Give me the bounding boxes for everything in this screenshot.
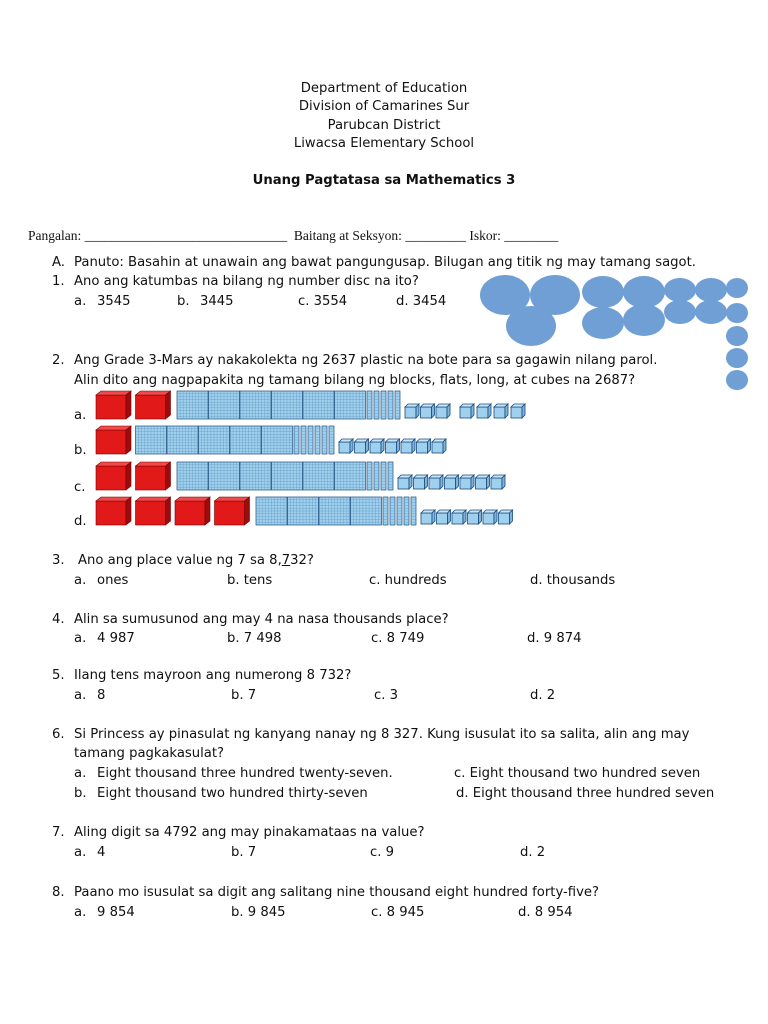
ones-cube — [445, 475, 459, 489]
q3-choice-a-letter[interactable]: a. — [74, 573, 87, 588]
tens-long — [404, 497, 409, 525]
ones-cube — [452, 510, 466, 524]
q2-text-line-1: Ang Grade 3-Mars ay nakakolekta ng 2637 plastic na bote para sa gagawin nilang parol. — [74, 353, 658, 368]
tens-disc — [695, 278, 727, 302]
ones-cube — [460, 404, 474, 418]
hundreds-flat — [351, 497, 382, 525]
thousands-block — [96, 391, 131, 419]
ones-cube — [421, 510, 435, 524]
thousands-disc — [506, 306, 556, 346]
grade-section-field[interactable]: _________ — [405, 228, 466, 243]
q1-number: 1. — [52, 274, 65, 289]
name-label: Pangalan: — [28, 228, 82, 243]
thousands-block — [175, 497, 210, 525]
q1-choice-a-letter[interactable]: a. — [74, 294, 87, 309]
ones-cube — [398, 475, 412, 489]
ones-disc — [726, 326, 748, 346]
q4-text: Alin sa sumusunod ang may 4 na nasa thousands place? — [74, 612, 449, 627]
ones-disc-group — [726, 278, 748, 390]
tens-long — [329, 426, 334, 454]
hundreds-flat — [335, 391, 366, 419]
tens-disc — [664, 300, 696, 324]
header-line-3: Parubcan District — [327, 118, 441, 133]
q2-text-line-2: Alin dito ang nagpapakita ng tamang bilang ng blocks, flats, long, at cubes na 2687? — [74, 373, 636, 388]
q5-choice-a[interactable]: 8 — [97, 688, 106, 703]
q6-text-line-2: tamang pagkakasulat? — [74, 746, 225, 761]
q8-choice-c[interactable]: c. 8 945 — [371, 905, 425, 920]
hundreds-flat — [335, 462, 366, 490]
q4-choice-d[interactable]: d. 9 874 — [527, 631, 582, 646]
tens-long — [381, 462, 386, 490]
section-marker: A. — [52, 255, 65, 270]
q6-choice-b[interactable]: Eight thousand two hundred thirty-seven — [97, 786, 368, 801]
q5-choice-c[interactable]: c. 3 — [374, 688, 399, 703]
q6-choice-a[interactable]: Eight thousand three hundred twenty-seven. — [97, 766, 393, 781]
q1-choice-c[interactable]: c. 3554 — [298, 294, 348, 309]
tens-disc — [664, 278, 696, 302]
tens-long — [388, 462, 393, 490]
name-field[interactable]: ______________________________ — [84, 228, 288, 243]
hundreds-flat — [262, 426, 293, 454]
ones-cube — [401, 439, 415, 453]
header-line-4: Liwacsa Elementary School — [293, 136, 475, 151]
q8-choice-d[interactable]: d. 8 954 — [518, 905, 573, 920]
q3-choice-a[interactable]: ones — [97, 573, 129, 588]
tens-long — [383, 497, 388, 525]
q4-choice-b[interactable]: b. 7 498 — [227, 631, 282, 646]
hundreds-flat — [177, 462, 208, 490]
grade-section-label: Baitang at Seksyon: — [293, 228, 402, 243]
hundreds-flat — [136, 426, 167, 454]
hundreds-disc — [623, 276, 665, 308]
thousands-block — [215, 497, 250, 525]
hundreds-flat — [319, 497, 350, 525]
q4-number: 4. — [52, 612, 65, 627]
ones-cube — [477, 404, 491, 418]
q1-choice-b[interactable]: 3445 — [200, 294, 234, 309]
q1-choice-a[interactable]: 3545 — [97, 294, 131, 309]
q3-choice-b[interactable]: b. tens — [227, 573, 273, 588]
tens-long — [381, 391, 386, 419]
header-line-1: Department of Education — [300, 81, 468, 96]
hundreds-flat — [240, 391, 271, 419]
header-line-2: Division of Camarines Sur — [298, 99, 470, 114]
ones-cube — [421, 404, 435, 418]
hundreds-flat — [256, 497, 287, 525]
score-label: Iskor: — [469, 228, 501, 243]
tens-long — [397, 497, 402, 525]
hundreds-flat — [272, 462, 303, 490]
q8-text: Paano mo isusulat sa digit ang salitang nine thousand eight hundred forty-five? — [74, 885, 600, 900]
ones-disc — [726, 278, 748, 298]
q8-number: 8. — [52, 885, 65, 900]
q2-number: 2. — [52, 353, 65, 368]
q2-choice-d-letter[interactable]: d. — [74, 514, 87, 529]
q3-number: 3. — [52, 553, 65, 568]
ones-cube — [499, 510, 513, 524]
ones-cube — [355, 439, 369, 453]
q8-choice-a-letter[interactable]: a. — [74, 905, 87, 920]
q8-choice-a[interactable]: 9 854 — [97, 905, 135, 920]
thousands-block — [96, 462, 131, 490]
hundreds-flat — [230, 426, 261, 454]
tens-long — [374, 391, 379, 419]
q3-choice-c[interactable]: c. hundreds — [369, 573, 447, 588]
ones-cube — [429, 475, 443, 489]
q7-number: 7. — [52, 825, 65, 840]
q4-choice-a[interactable]: 4 987 — [97, 631, 135, 646]
q4-choice-c[interactable]: c. 8 749 — [371, 631, 425, 646]
tens-long — [322, 426, 327, 454]
hundreds-flat — [177, 391, 208, 419]
q2-choice-b-letter[interactable]: b. — [74, 443, 87, 458]
q6-number: 6. — [52, 727, 65, 742]
instructions: Panuto: Basahin at unawain ang bawat pangungusap. Bilugan ang titik ng may tamang sagot. — [74, 255, 696, 270]
tens-long — [294, 426, 299, 454]
hundreds-flat — [303, 391, 334, 419]
base-ten-blocks-figure — [96, 391, 525, 525]
q4-choice-a-letter[interactable]: a. — [74, 631, 87, 646]
hundreds-flat — [209, 391, 240, 419]
q5-text: Ilang tens mayroon ang numerong 8 732? — [74, 668, 352, 683]
thousands-disc-group — [480, 275, 580, 346]
underlined-digit: 7 — [281, 553, 291, 568]
q7-choice-a-letter[interactable]: a. — [74, 845, 87, 860]
tens-long — [390, 497, 395, 525]
hundreds-disc — [582, 307, 624, 339]
q6-choice-d[interactable]: d. Eight thousand three hundred seven — [456, 786, 715, 801]
tens-long — [374, 462, 379, 490]
hundreds-disc-group — [582, 276, 665, 339]
q7-choice-b[interactable]: b. 7 — [231, 845, 257, 860]
thousands-block — [136, 391, 171, 419]
ones-cube — [468, 510, 482, 524]
q5-choice-b[interactable]: b. 7 — [231, 688, 257, 703]
thousands-block — [136, 462, 171, 490]
tens-long — [367, 391, 372, 419]
q3-choice-d[interactable]: d. thousands — [530, 573, 616, 588]
ones-cube — [436, 404, 450, 418]
q1-text: Ano ang katumbas na bilang ng number disc na ito? — [74, 274, 419, 289]
tens-long — [301, 426, 306, 454]
ones-cube — [386, 439, 400, 453]
ones-disc — [726, 348, 748, 368]
ones-cube — [432, 439, 446, 453]
ones-cube — [339, 439, 353, 453]
q5-number: 5. — [52, 668, 65, 683]
ones-cube — [437, 510, 451, 524]
q7-text: Aling digit sa 4792 ang may pinakamataas na value? — [74, 825, 425, 840]
q6-choice-a-letter[interactable]: a. — [74, 766, 87, 781]
q3-text: Ano ang place value ng 7 sa 8,732? — [78, 553, 314, 568]
ones-cube — [405, 404, 419, 418]
hundreds-disc — [582, 276, 624, 308]
q7-choice-c[interactable]: c. 9 — [370, 845, 395, 860]
tens-long — [411, 497, 416, 525]
tens-long — [388, 391, 393, 419]
thousands-block — [136, 497, 171, 525]
hundreds-disc — [623, 304, 665, 336]
ones-cube — [370, 439, 384, 453]
hundreds-flat — [209, 462, 240, 490]
q6-text-line-1: Si Princess ay pinasulat ng kanyang nanay ng 8 327. Kung isusulat ito sa salita, alin ang may — [74, 727, 690, 742]
thousands-block — [96, 497, 131, 525]
ones-disc — [726, 303, 748, 323]
q5-choice-d[interactable]: d. 2 — [530, 688, 556, 703]
score-field[interactable]: ________ — [504, 228, 559, 243]
ones-cube — [417, 439, 431, 453]
thousands-block — [96, 426, 131, 454]
tens-long — [308, 426, 313, 454]
hundreds-flat — [167, 426, 198, 454]
q6-choice-c[interactable]: c. Eight thousand two hundred seven — [454, 766, 701, 781]
q2-choice-c-letter[interactable]: c. — [74, 480, 86, 495]
tens-long — [395, 391, 400, 419]
ones-cube — [460, 475, 474, 489]
tens-long — [367, 462, 372, 490]
page-title: Unang Pagtatasa sa Mathematics 3 — [252, 173, 516, 188]
ones-cube — [414, 475, 428, 489]
hundreds-flat — [303, 462, 334, 490]
ones-cube — [476, 475, 490, 489]
q6-choice-b-letter[interactable]: b. — [74, 786, 87, 801]
tens-disc-group — [664, 278, 727, 324]
q1-choice-b-letter[interactable]: b. — [177, 294, 190, 309]
hundreds-flat — [272, 391, 303, 419]
ones-cube — [494, 404, 508, 418]
tens-disc — [695, 300, 727, 324]
hundreds-flat — [240, 462, 271, 490]
tens-long — [315, 426, 320, 454]
ones-cube — [511, 404, 525, 418]
ones-cube — [491, 475, 505, 489]
q1-choice-d[interactable]: d. 3454 — [396, 294, 447, 309]
hundreds-flat — [288, 497, 319, 525]
hundreds-flat — [199, 426, 230, 454]
q7-choice-a[interactable]: 4 — [97, 845, 106, 860]
q8-choice-b[interactable]: b. 9 845 — [231, 905, 286, 920]
ones-cube — [483, 510, 497, 524]
q2-choice-a-letter[interactable]: a. — [74, 408, 87, 423]
q5-choice-a-letter[interactable]: a. — [74, 688, 87, 703]
ones-disc — [726, 370, 748, 390]
q7-choice-d[interactable]: d. 2 — [520, 845, 546, 860]
